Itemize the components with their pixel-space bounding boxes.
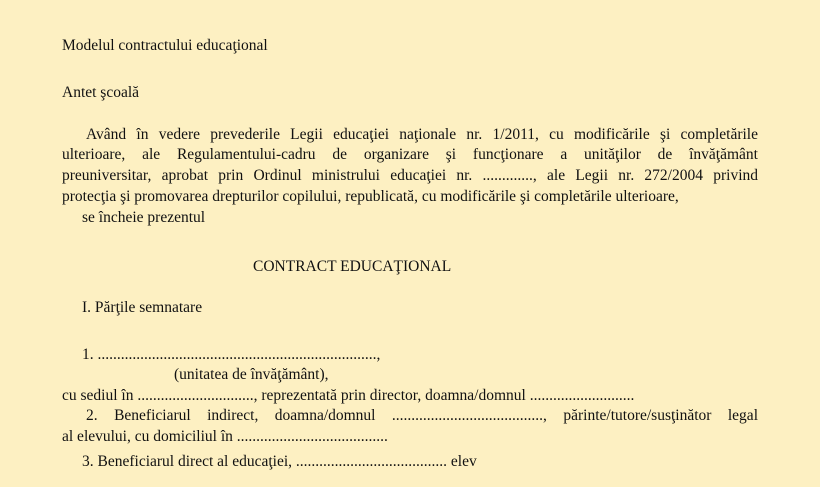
party-2-line-1: 2. Beneficiarul indirect, doamna/domnul ......................................., părinte/tutore/susţinător legal — [86, 407, 758, 424]
preamble-line-5: se încheie prezentul — [82, 209, 206, 226]
party-1-line: 1. ........................................................................, — [82, 346, 381, 363]
school-header: Antet şcoală — [62, 84, 140, 101]
preamble-line-4: protecţia şi promovarea drepturilor copilului, republicată, cu modificările şi completările ulterioare, — [62, 188, 679, 205]
party-1-address: cu sediul în .............................., reprezentată prin director, doamna/domnul ........................... — [62, 387, 635, 404]
preamble-line-3: preuniversitar, aprobat prin Ordinul ministrului educaţiei nr. ............., ale Legii nr. 272/2004 privind — [62, 167, 758, 184]
party-3-line: 3. Beneficiarul direct al educaţiei, ....................................... elev — [82, 453, 477, 470]
section-1-title: I. Părţile semnatare — [82, 299, 203, 316]
party-2-line-2: al elevului, cu domiciliul în ....................................... — [62, 428, 388, 445]
contract-title: CONTRACT EDUCAŢIONAL — [253, 258, 452, 275]
preamble-line-2: ulterioare, ale Regulamentului-cadru de organizare şi funcţionare a unităţilor de învăţământ — [62, 146, 758, 163]
preamble-line-1: Având în vedere prevederile Legii educaţiei naţionale nr. 1/2011, cu modificările şi completările — [86, 126, 758, 143]
party-1-caption: (unitatea de învăţământ), — [174, 366, 329, 383]
document-heading: Modelul contractului educaţional — [62, 37, 268, 54]
